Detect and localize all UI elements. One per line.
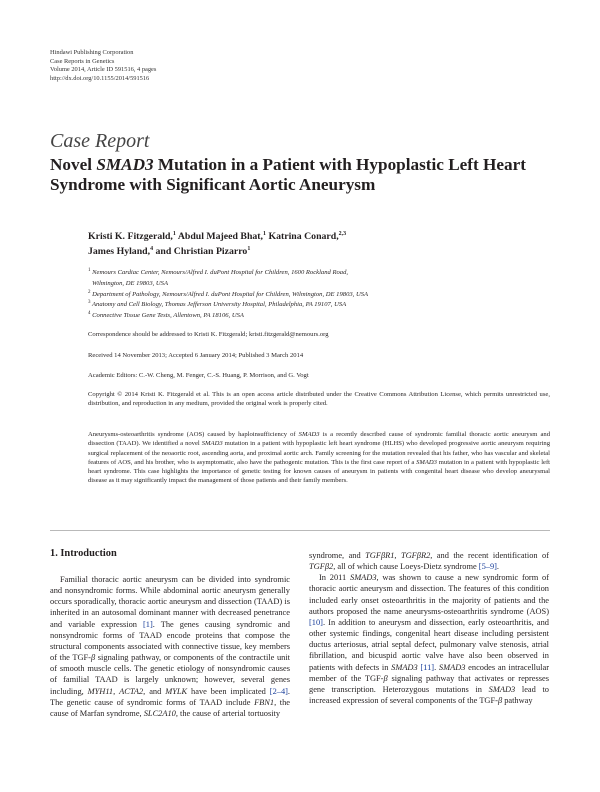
gene-name: SMAD3 — [391, 662, 418, 672]
gene-name: SMAD3 — [416, 458, 437, 466]
gene-name: SMAD3 — [438, 662, 466, 672]
gene-name: ACTA2 — [119, 686, 144, 696]
affiliation-text: Nemours Cardiac Center, Nemours/Alfred I. duPont Hospital for Children, 1600 Rockland Road, — [92, 269, 349, 276]
copyright-notice: Copyright © 2014 Kristi K. Fitzgerald et al. This is an open access article distributed under the Creative Commons Attribution License, which permits unrestricted use, distribution, and reproduction in any medium, provided the original work is properly cited. — [88, 391, 550, 407]
gene-name: TGFβR1 — [365, 551, 395, 560]
citation-link[interactable]: [10] — [309, 617, 323, 627]
citation-link[interactable]: [2–4] — [269, 686, 288, 696]
author: James Hyland, — [88, 245, 151, 257]
affiliation-text: Anatomy and Cell Biology, Thomas Jefferson University Hospital, Philadelphia, PA 19107, USA — [92, 301, 347, 309]
author: Kristi K. Fitzgerald, — [88, 231, 173, 242]
affiliation — [88, 300, 528, 311]
author-affiliation-ref: 1 — [172, 231, 176, 237]
body-text: . — [496, 562, 500, 572]
citation-link[interactable]: [1] — [142, 619, 153, 629]
abstract-text: mutation in a patient with hypoplastic left heart syndrome. This case highlights the importance of genetic testing for known causes of aneurysm in patients with congenital heart disease who develop aneurysmal disease as it may significantly impact the management of those patients and their family members. — [88, 458, 551, 485]
body-text: In 2011 — [319, 573, 350, 583]
affiliation-number: 1 — [88, 268, 91, 273]
journal-header — [50, 49, 156, 83]
author-list — [88, 230, 508, 259]
body-text: signaling pathway, or components of the contractile unit of smooth muscle cells. The genetic etiology of nonsyndromic causes of familial TAAD is largely unknown; however, several genes including, — [50, 653, 290, 696]
gene-name: FBN1 — [254, 697, 275, 707]
academic-editors: Academic Editors: C.-W. Cheng, M. Fenger, C.-S. Huang, P. Morrison, and G. Vogt — [88, 372, 309, 379]
gene-name: SMAD3 — [298, 431, 320, 438]
abstract-text: mutation in a patient with hypoplastic left heart syndrome (HLHS) who developed progressive aortic aneurysm requiring surgical replacement of the neoaortic root, ascending aorta, and proximal aortic arch. Family screening for the mutation revealed that his father, who has vascular and skeletal features of AOS, and his brother, who is asymptomatic, also have the pathogenic mutation. This is the first case report of a — [88, 440, 550, 466]
abstract-text: Aneurysms-osteoarthritis syndrome (AOS) caused by haploinsufficiency of — [88, 431, 299, 438]
body-text: signaling pathway that activates or represses gene transcription. Heterozygous mutations in — [309, 673, 550, 694]
gene-name: TGFβ2 — [309, 562, 334, 572]
greek-symbol: β — [90, 653, 96, 663]
affiliation-continuation: Wilmington, DE 19803, USA — [92, 279, 169, 287]
paper-title — [50, 155, 550, 195]
body-text: lead to increased expression of several components of the TGF- — [309, 684, 549, 706]
volume-info: Volume 2014, Article ID 591516, 4 pages — [50, 66, 157, 74]
body-text: . In addition to aneurysm and dissection, early osteoarthritis, and other systemic findings, congenital heart disease including persistent ductus arteriosus, atrial septal defect, pulmonary valve stenosis, atrial fibrillation, and bicuspid aortic valve have also been observed in patients with defects in — [309, 617, 549, 672]
gene-name: SLC2A10 — [143, 708, 176, 718]
body-text: , was shown to cause a new syndromic form of thoracic aortic aneurysm and dissection. The features of this condition included early onset osteoarthritis in the majority of patients and the authors proposed the name aneurysms-osteoarthritis syndrome (AOS) — [309, 573, 549, 616]
section-heading: 1. Introduction — [50, 548, 117, 559]
body-text: . — [434, 662, 439, 672]
gene-name: SMAD3 — [488, 684, 516, 694]
abstract-text: is a recently described cause of syndromic familial thoracic aortic aneurysm and dissection (TAAD). We identified a novel — [88, 431, 551, 448]
correspondence: Correspondence should be addressed to Kristi K. Fitzgerald; kristi.fitzgerald@nemours.org — [88, 331, 329, 338]
body-text: encodes an intracellular member of the TGF- — [309, 662, 550, 683]
title-part-2: Mutation in a Patient with Hypoplastic Left Heart Syndrome with Significant Aortic Aneurysm — [50, 155, 526, 194]
abstract — [88, 430, 550, 486]
gene-name: SMAD3 — [201, 440, 223, 448]
author-affiliation-ref: 1 — [247, 245, 251, 252]
affiliation-text: Connective Tissue Gene Tests, Allentown, PA 18106, USA — [92, 312, 244, 320]
body-text: , and — [143, 686, 166, 696]
body-text: , all of which cause Loeys-Dietz syndrome — [333, 562, 479, 572]
doi-link[interactable]: http://dx.doi.org/10.1155/2014/591516 — [50, 74, 150, 82]
body-text: pathway — [502, 696, 533, 706]
affiliation-text: Department of Pathology, Nemours/Alfred I. duPont Hospital for Children, Wilmington, DE 19803, USA — [92, 290, 369, 298]
citation-link[interactable]: [11] — [420, 662, 435, 672]
body-text: , and the recent identification of — [430, 551, 550, 560]
article-type: Case Report — [50, 130, 150, 152]
body-text: have been implicated — [187, 686, 270, 696]
body-text: , — [394, 551, 401, 560]
affiliation — [88, 311, 528, 322]
author-affiliation-ref: 2,3 — [338, 231, 347, 237]
paragraph — [50, 574, 290, 719]
body-text: syndrome, and — [309, 551, 366, 560]
paragraph — [309, 572, 549, 706]
affiliation — [88, 290, 528, 301]
left-column — [50, 574, 290, 719]
body-text: , the cause of Marfan syndrome, — [50, 697, 290, 718]
section-divider — [50, 530, 550, 531]
gene-name: TGFβR2 — [400, 551, 431, 560]
author: and Christian Pizarro — [155, 245, 248, 257]
author: Katrina Conard, — [268, 231, 339, 242]
affiliation-number: 4 — [88, 311, 91, 317]
affiliation-list — [88, 268, 528, 322]
author: Abdul Majeed Bhat, — [177, 231, 263, 242]
gene-name: SMAD3 — [350, 573, 377, 583]
body-text: . The genetic cause of syndromic forms of TAAD include — [50, 686, 291, 707]
body-text: , — [113, 686, 120, 696]
title-gene: SMAD3 — [96, 155, 154, 174]
greek-symbol: β — [383, 673, 388, 683]
body-text: , the cause of arterial tortuosity — [175, 708, 281, 718]
body-text: . The genes causing syndromic and nonsyndromic forms of TAAD encode proteins that compose the structural components associated with connective tissue, key members of the TGF- — [50, 619, 290, 663]
citation-link[interactable]: [5–9] — [478, 562, 497, 572]
body-text: Familial thoracic aortic aneurysm can be divided into syndromic and nonsyndromic forms. While abdominal aortic aneurysm generally occurs sporadically, thoracic aortic aneurysm and dissection (TAAD) is inherited in an autosomal dominant manner with decreased penetrance and variable expression — [50, 575, 290, 629]
greek-symbol: β — [497, 696, 503, 706]
affiliation-number: 3 — [88, 300, 91, 306]
affiliation-number: 2 — [88, 289, 91, 295]
paragraph — [309, 550, 549, 572]
gene-name: MYLK — [165, 686, 188, 696]
author-affiliation-ref: 4 — [150, 245, 154, 252]
affiliation — [88, 268, 528, 279]
journal-name: Case Reports in Genetics — [50, 57, 115, 65]
title-part-1: Novel — [50, 155, 97, 174]
author-affiliation-ref: 1 — [263, 231, 266, 237]
gene-name: MYH11 — [87, 686, 114, 696]
publisher-name: Hindawi Publishing Corporation — [50, 49, 134, 56]
right-column — [309, 550, 549, 706]
publication-dates: Received 14 November 2013; Accepted 6 January 2014; Published 3 March 2014 — [88, 352, 304, 359]
